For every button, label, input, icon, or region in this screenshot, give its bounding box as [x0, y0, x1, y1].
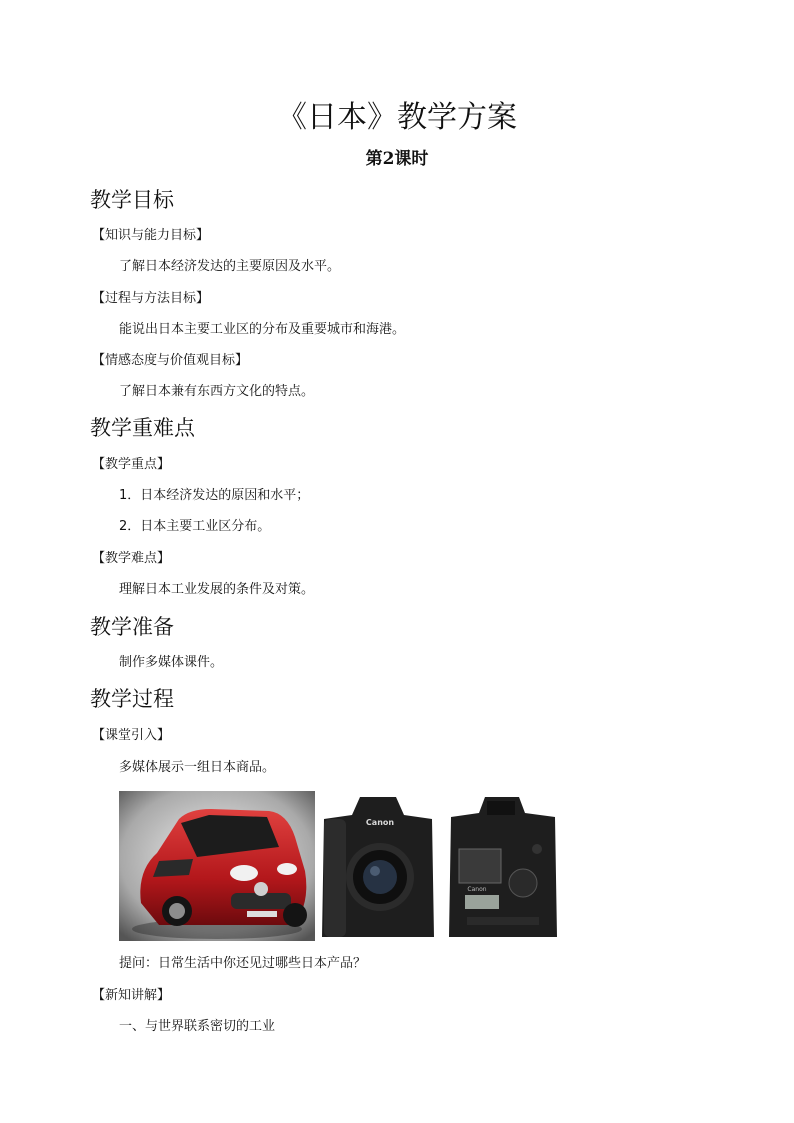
text-emotion-goal: 了解日本兼有东西方文化的特点。 — [119, 384, 315, 399]
text-introduction: 多媒体展示一组日本商品。 — [119, 760, 276, 775]
text-question: 提问：日常生活中你还见过哪些日本产品？ — [119, 956, 367, 971]
text-preparation: 制作多媒体课件。 — [119, 655, 224, 670]
label-introduction: 【课堂引入】 — [92, 728, 171, 743]
camera-brand-label: Canon — [365, 818, 395, 827]
heading-preparation: 教学准备 — [90, 615, 174, 639]
list-item: 1．日本经济发达的原因和水平； — [119, 488, 310, 503]
text-knowledge-goal: 了解日本经济发达的主要原因及水平。 — [119, 259, 341, 274]
page-subtitle: 第2课时 — [365, 149, 429, 169]
heading-teaching-process: 教学过程 — [90, 687, 174, 711]
heading-key-points: 教学重难点 — [90, 416, 195, 440]
label-difficult-point: 【教学难点】 — [92, 551, 171, 566]
camera-front-image — [320, 791, 436, 941]
label-process-goal: 【过程与方法目标】 — [92, 291, 210, 306]
heading-teaching-goals: 教学目标 — [90, 188, 174, 212]
label-emotion-goal: 【情感态度与价值观目标】 — [92, 353, 249, 368]
camera-back-image — [447, 791, 560, 941]
text-difficult-point: 理解日本工业发展的条件及对策。 — [119, 582, 315, 597]
car-image — [119, 791, 315, 941]
label-key-point: 【教学重点】 — [92, 457, 171, 472]
label-new-knowledge: 【新知讲解】 — [92, 988, 171, 1003]
page-title: 《日本》教学方案 — [277, 100, 517, 135]
product-photos — [119, 791, 560, 941]
list-item: 2．日本主要工业区分布。 — [119, 519, 271, 534]
label-knowledge-goal: 【知识与能力目标】 — [92, 228, 210, 243]
text-process-goal: 能说出日本主要工业区的分布及重要城市和海港。 — [119, 322, 406, 337]
text-section-one: 一、与世界联系密切的工业 — [119, 1019, 276, 1034]
camera-brand-label: Canon — [467, 886, 487, 893]
